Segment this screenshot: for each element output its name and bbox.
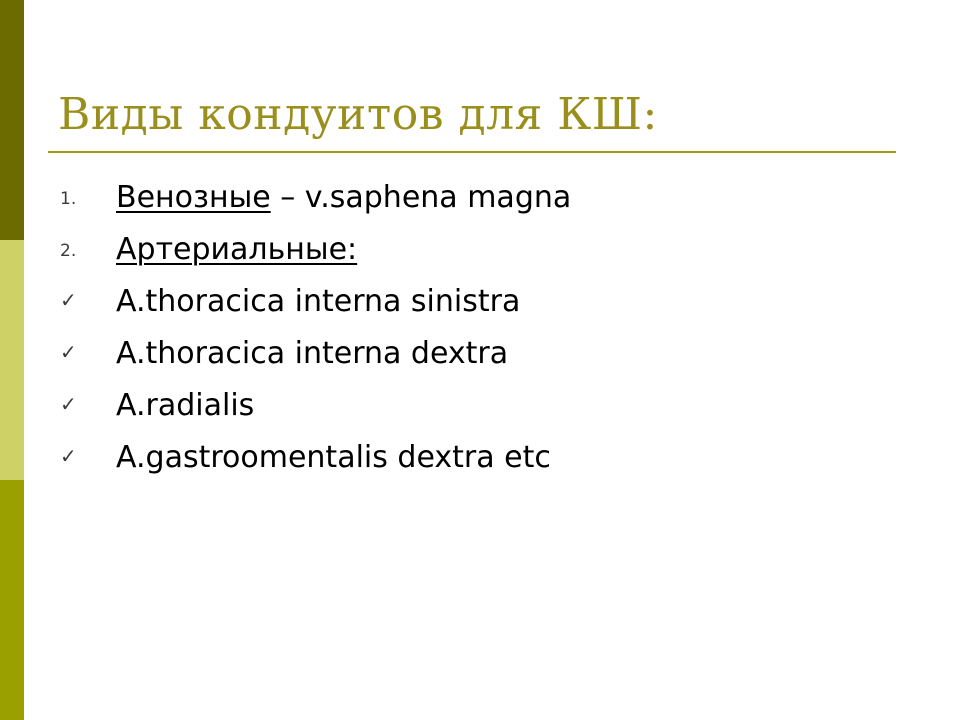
slide-title: Виды кондуитов для КШ: bbox=[58, 89, 658, 140]
list-item-text: A.thoracica interna dextra bbox=[116, 336, 509, 371]
list-number: 1. bbox=[60, 189, 77, 209]
list-item-radialis bbox=[0, 384, 900, 436]
list-item-text: A.thoracica interna sinistra bbox=[116, 284, 521, 319]
checkmark-icon: ✓ bbox=[60, 392, 77, 416]
list-item-detail: – v.saphena magna bbox=[270, 180, 572, 215]
checkmark-icon: ✓ bbox=[60, 444, 77, 468]
bullet-list bbox=[0, 176, 900, 488]
list-item-thoracica-dextra bbox=[0, 332, 900, 384]
checkmark-icon: ✓ bbox=[60, 288, 77, 312]
list-item-arterial bbox=[0, 228, 900, 280]
checkmark-icon: ✓ bbox=[60, 340, 77, 364]
list-item-gastroomentalis bbox=[0, 436, 900, 488]
list-item-venous bbox=[0, 176, 900, 228]
list-item-thoracica-sinistra bbox=[0, 280, 900, 332]
title-underline-rule bbox=[48, 151, 896, 153]
list-item-text: A.radialis bbox=[116, 388, 255, 423]
list-item-heading: Венозные bbox=[116, 180, 271, 215]
list-item-heading: Артериальные: bbox=[116, 232, 358, 267]
list-item-text: A.gastroomentalis dextra etc bbox=[116, 440, 551, 475]
side-bar-segment-bottom bbox=[0, 480, 24, 720]
list-item-text bbox=[116, 228, 357, 272]
list-item-text bbox=[116, 176, 571, 220]
list-number: 2. bbox=[60, 241, 77, 261]
